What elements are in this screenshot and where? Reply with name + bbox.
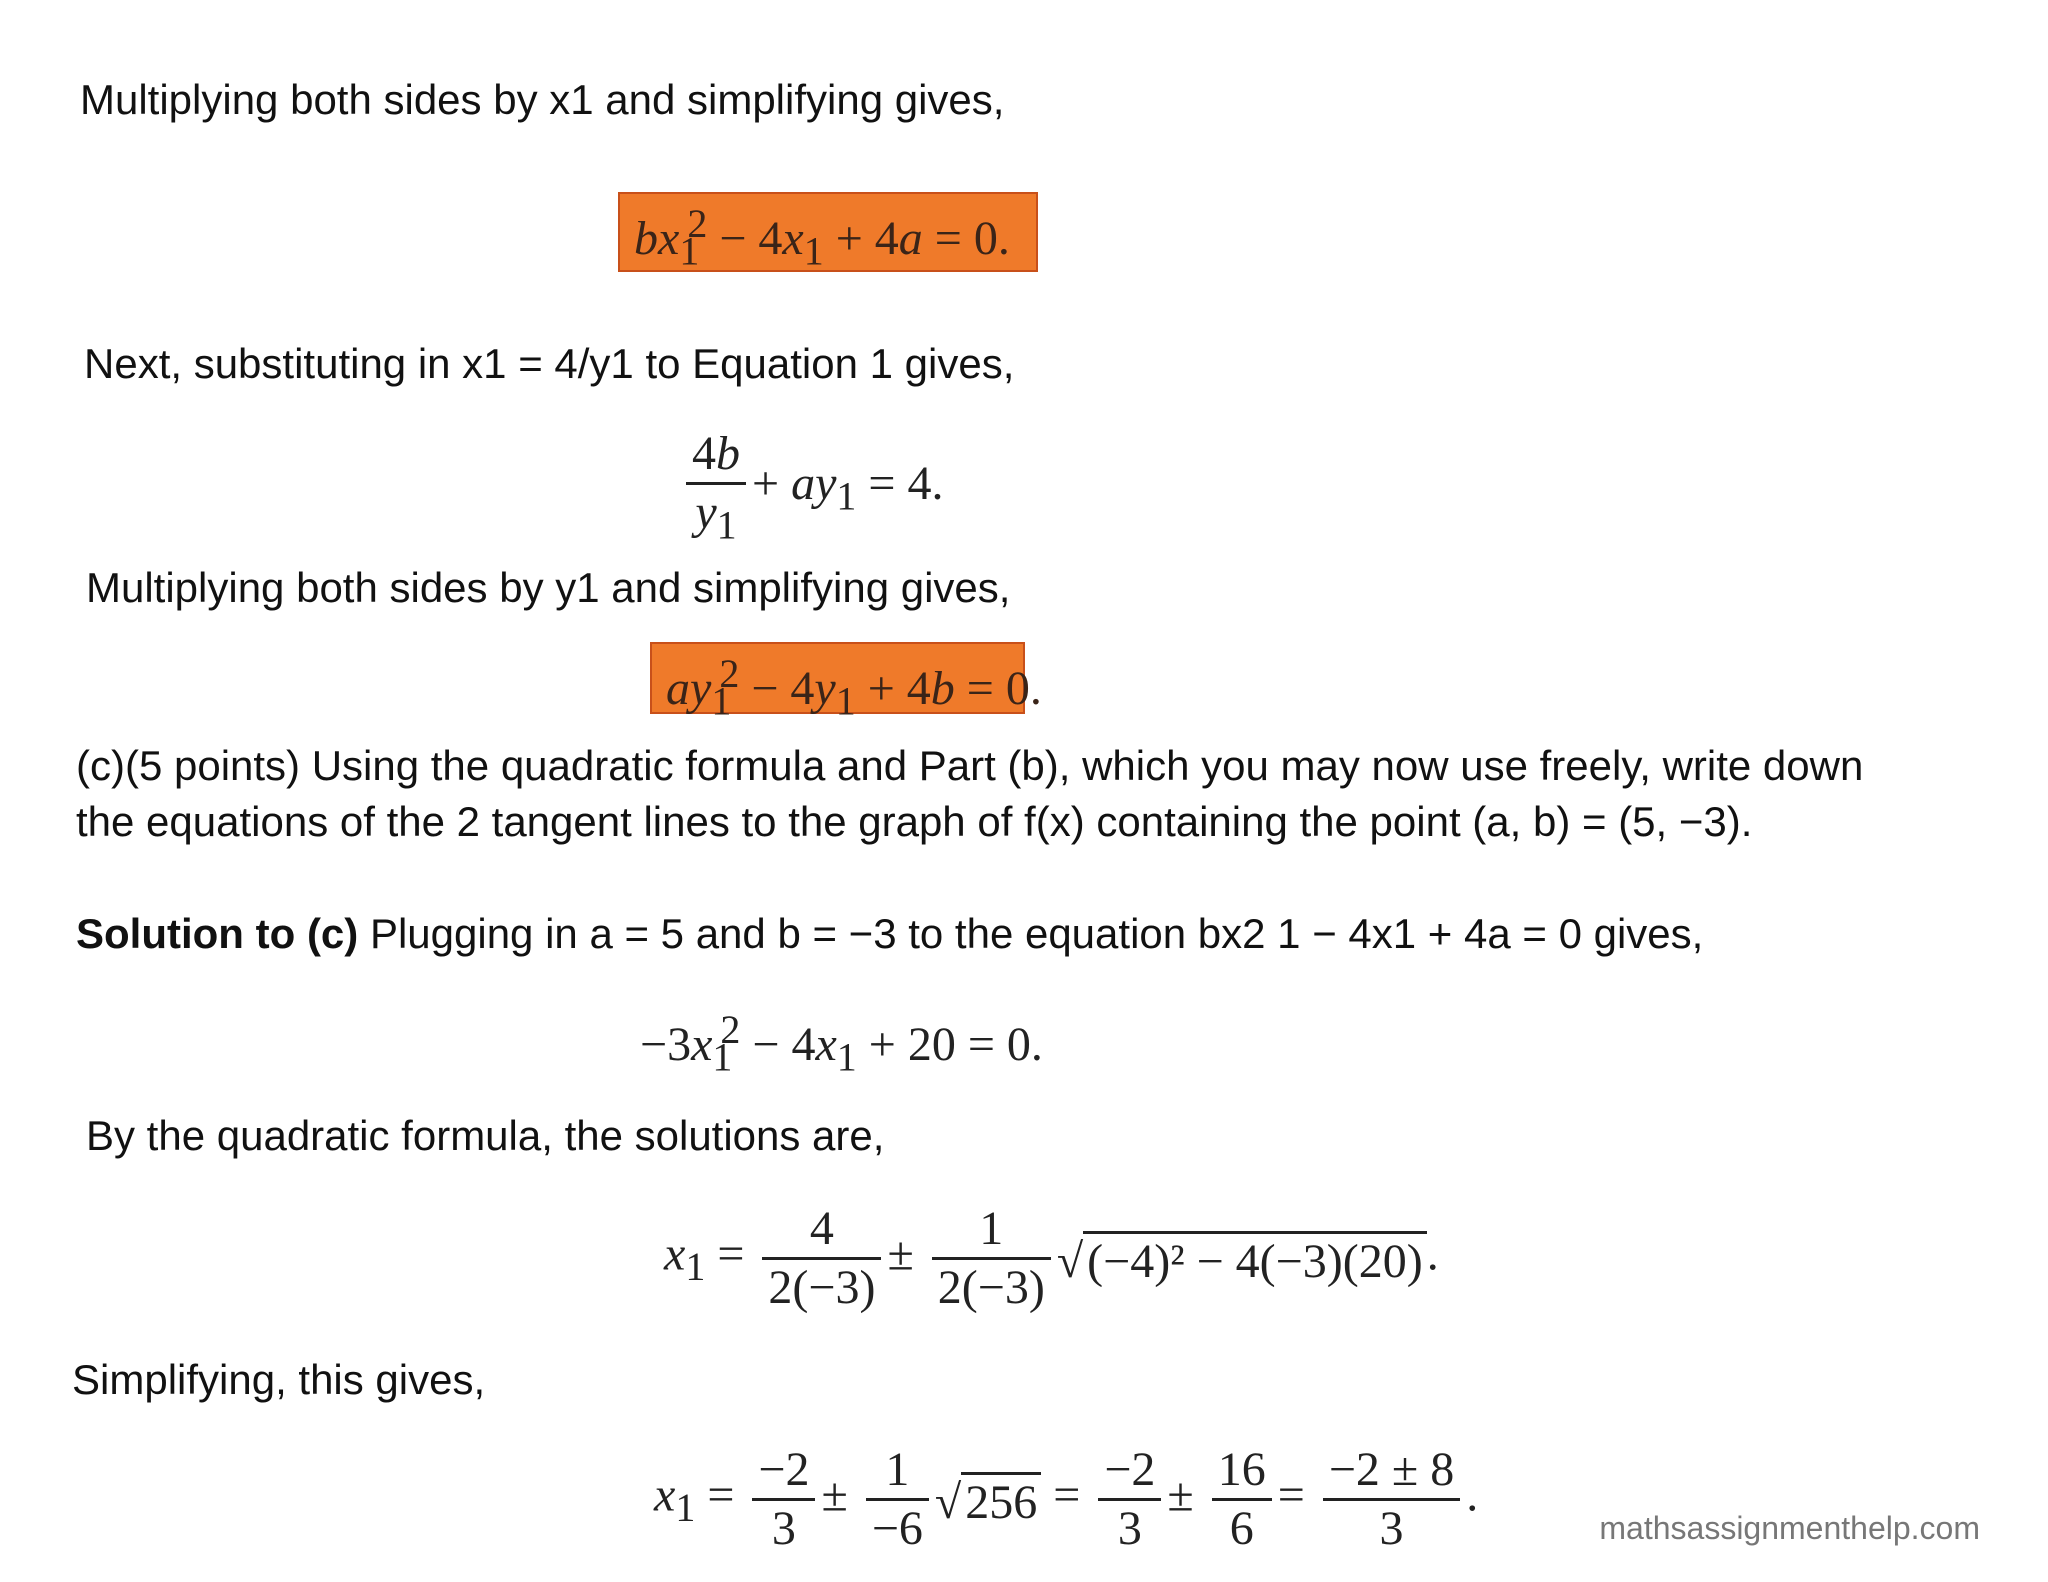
text-line-7: Simplifying, this gives, xyxy=(72,1356,486,1403)
watermark-text: mathsassignmenthelp.com xyxy=(1599,1510,1980,1546)
solution-text: Plugging in a = 5 and b = −3 to the equation bx2 1 − 4x1 + 4a = 0 gives, xyxy=(358,910,1704,957)
text-line-5 xyxy=(76,906,1703,962)
text-line-2: Next, substituting in x1 = 4/y1 to Equation 1 gives, xyxy=(84,340,1015,387)
equation-4: $-3x_1^2 - 4x_1 + 20 = 0$. xyxy=(640,1007,1043,1080)
equation-5: $x_1$ = $\frac{4}{2(-3)}$ ± $\frac{1}{2(-3)}$ √(−4)² − 4(−3)(20). xyxy=(664,1202,1439,1314)
equation-boxed-1: $bx_1^2 - 4x_1 + 4a = 0$. xyxy=(618,192,1038,272)
equation-2: $\frac{4b}{y_1}$ + $ay_1 = 4$. xyxy=(680,430,943,540)
equation-6: $x_1$ = $\frac{-2}{3}$ ± $\frac{1}{-6}$ √256 = $\frac{-2}{3}$ ± $\frac{16}{6}$ = $\frac{-2 \pm 8}{3}$ . xyxy=(654,1443,1479,1555)
text-line-4a: (c)(5 points) Using the quadratic formula and Part (b), which you may now use freely, write down xyxy=(76,742,1864,789)
equation-boxed-2: $ay_1^2 - 4y_1 + 4b = 0$. xyxy=(650,642,1025,714)
solution-label: Solution to (c) xyxy=(76,910,359,957)
text-line-1: Multiplying both sides by x1 and simplifying gives, xyxy=(80,76,1005,123)
text-line-4b: the equations of the 2 tangent lines to the graph of f(x) containing the point (a, b) = (5, −3). xyxy=(76,798,1753,845)
text-line-6: By the quadratic formula, the solutions are, xyxy=(86,1112,885,1159)
text-line-3: Multiplying both sides by y1 and simplifying gives, xyxy=(86,564,1011,611)
